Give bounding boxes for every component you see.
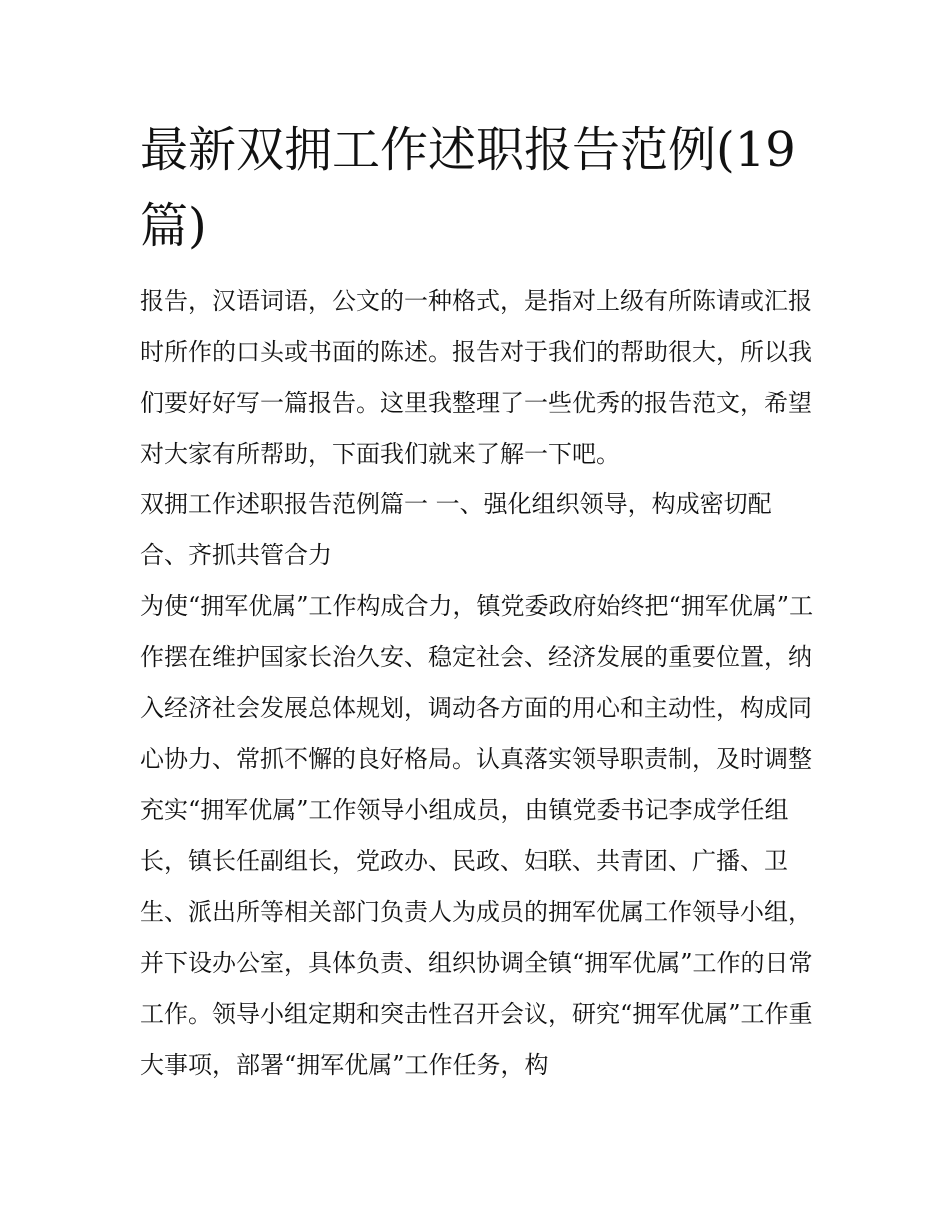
section-heading-paragraph: 双拥工作述职报告范例篇一 一、强化组织领导，构成密切配合、齐抓共管合力: [140, 490, 772, 569]
intro-paragraph: 报告，汉语词语，公文的一种格式，是指对上级有所陈请或汇报时所作的口头或书面的陈述。报告对于我们的帮助很大，所以我们要好好写一篇报告。这里我整理了一些优秀的报告范文，希望对大家有所帮助，下面我们就来了解一下吧。: [140, 287, 812, 468]
body-paragraph: 为使“拥军优属”工作构成合力，镇党委政府始终把“拥军优属”工作摆在维护国家长治久安、稳定社会、经济发展的重要位置，纳入经济社会发展总体规划，调动各方面的用心和主动性，构成同心协力、常抓不懈的良好格局。认真落实领导职责制，及时调整充实“拥军优属”工作领导小组成员，由镇党委书记李成学任组长，镇长任副组长，党政办、民政、妇联、共青团、广播、卫生、派出所等相关部门负责人为成员的拥军优属工作领导小组，并下设办公室，具体负责、组织协调全镇“拥军优属”工作的日常工作。领导小组定期和突击性召开会议，研究“拥军优属”工作重大事项，部署“拥军优属”工作任务，构: [140, 592, 814, 1079]
document-title: 最新双拥工作述职报告范例(19篇): [140, 122, 796, 254]
